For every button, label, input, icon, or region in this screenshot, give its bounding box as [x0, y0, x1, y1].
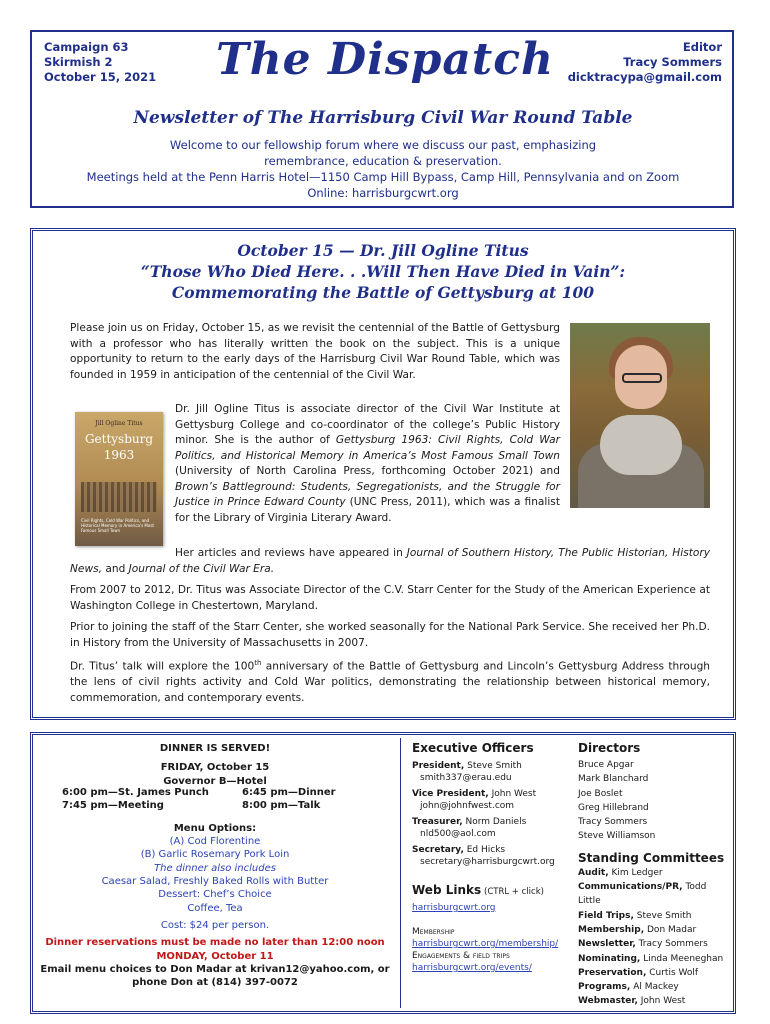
book-title: Gettysburg [84, 432, 154, 446]
reservation-day: MONDAY, October 11 [156, 950, 274, 962]
officer-role: President, [412, 761, 465, 771]
talk-paragraph [70, 656, 710, 706]
newsletter-subtitle: Newsletter of The Harrisburg Civil War Round Table [133, 108, 633, 128]
book-cover-image [81, 482, 157, 512]
officer-role: Secretary, [412, 845, 464, 855]
reservation-deadline: Dinner reservations must be made no later than 12:00 noon [45, 937, 385, 949]
committee-entry [578, 909, 728, 923]
committee-member: Curtis Wolf [646, 967, 699, 978]
committee-entry [578, 937, 728, 951]
book-year: 1963 [103, 448, 135, 462]
welcome-line: Welcome to our fellowship forum where we discuss our past, emphasizing [169, 138, 597, 152]
committee-role: Webmaster, [578, 996, 638, 1007]
ordinal-suffix: th [254, 659, 262, 667]
committee-entry [578, 923, 728, 937]
officer-entry [412, 760, 572, 784]
reservation-phone: phone Don at (814) 397-0072 [132, 977, 298, 989]
book-title-text: Brown’s Battleground: Students, Segregationists, and the Struggle for Justice in Prince Edward County [175, 480, 560, 508]
committee-role: Communications/PR, [578, 882, 683, 893]
schedule-item: 8:00 pm—Talk [242, 800, 321, 812]
dinner-cost: Cost: $24 per person. [160, 919, 270, 931]
officer-email[interactable]: secretary@harrisburgcwrt.org [420, 857, 555, 867]
committee-role: Nominating, [578, 953, 641, 964]
career-paragraph: From 2007 to 2012, Dr. Titus was Associate Director of the C.V. Starr Center for the Study of the American Experience at Washington College in Chestertown, Maryland. [70, 584, 710, 612]
campaign-number: Campaign 63 [44, 40, 129, 54]
committee-entry [578, 994, 728, 1008]
editor-info [568, 40, 722, 85]
meeting-location: Meetings held at the Penn Harris Hotel—1150 Camp Hill Bypass, Camp Hill, Pennsylvania and on Zoom [86, 170, 680, 184]
welcome-text [40, 137, 726, 201]
dinner-dessert: Dessert: Chef’s Choice [158, 889, 272, 901]
issue-date: October 15, 2021 [44, 70, 157, 84]
committee-member: Don Madar [644, 924, 697, 935]
committee-role: Programs, [578, 982, 631, 993]
committee-role: Audit, [578, 867, 609, 878]
feature-title-line: Commemorating the Battle of Gettysburg at 100 [171, 283, 595, 302]
director-name: Steve Williamson [578, 831, 656, 842]
committee-member: John West [637, 996, 686, 1007]
committee-entry [578, 980, 728, 994]
officer-email[interactable]: nld500@aol.com [420, 829, 496, 839]
director-name: Greg Hillebrand [578, 802, 649, 813]
schedule-item: 7:45 pm—Meeting [62, 800, 164, 812]
pub-text: Her articles and reviews have appeared in [175, 547, 407, 559]
book-author: Jill Ogline Titus [95, 420, 143, 427]
schedule-item: 6:00 pm—St. James Punch [62, 787, 209, 798]
speaker-photo [570, 323, 710, 508]
committee-member: Todd Little [578, 882, 707, 907]
editor-email[interactable]: dicktracypa@gmail.com [567, 70, 722, 84]
editor-name: Tracy Sommers [623, 55, 722, 69]
weblinks-heading-row [412, 882, 572, 898]
committee-member: Steve Smith [633, 910, 692, 921]
committee-member: Al Mackey [630, 982, 679, 993]
menu-option-a: (A) Cod Florentine [169, 836, 261, 848]
director-name: Joe Boslet [578, 788, 623, 799]
feature-title-line: October 15 — Dr. Jill Ogline Titus [237, 241, 529, 260]
officer-entry [412, 788, 572, 812]
officers-section [412, 740, 572, 974]
dinner-day: FRIDAY, October 15 [160, 762, 270, 774]
committee-member: Tracy Sommers [635, 939, 708, 950]
officer-entry [412, 844, 572, 868]
bio-text: (UNC Press, 2011), which was a finalist for the Library of Virginia Literary Award. [175, 496, 560, 524]
online-link[interactable]: Online: harrisburgcwrt.org [307, 186, 459, 200]
journal-names: Journal of Southern History, The Public Historian, History News, [70, 547, 710, 575]
dinner-includes: The dinner also includes [154, 862, 276, 874]
schedule-right [242, 786, 336, 813]
column-divider [400, 738, 401, 1008]
editor-label: Editor [682, 40, 722, 54]
officer-name: Ed Hicks [463, 845, 506, 855]
reservation-contact: Email menu choices to Don Madar at krivan12@yahoo.com, or [40, 963, 390, 975]
committees-heading: Standing Committees [578, 850, 725, 865]
journal-names: Journal of the Civil War Era. [128, 562, 275, 575]
weblinks-hint: (CTRL + click) [484, 887, 544, 897]
dinner-drinks: Coffee, Tea [187, 902, 243, 914]
committee-member: Linda Meeneghan [640, 953, 724, 964]
committee-entry [578, 966, 728, 980]
bio-text: (University of North Carolina Press, forthcoming October 2021) and [175, 465, 560, 477]
bio-text: Dr. Jill Ogline Titus is associate director of the Civil War Institute at Gettysburg College and co-coordinator of the college’s Public History minor. She is the author of [175, 403, 560, 446]
schedule-left [62, 786, 209, 813]
officer-name: John West [488, 789, 537, 799]
menu-option-b: (B) Garlic Rosemary Pork Loin [140, 849, 290, 861]
committee-role: Membership, [578, 924, 645, 935]
officer-entry [412, 816, 572, 840]
schedule-item: 6:45 pm—Dinner [242, 787, 336, 798]
pub-text: and [102, 562, 129, 575]
committee-entry [578, 952, 728, 966]
book-subtitle: Civil Rights, Cold War Politics, and Historical Memory in America's Most Famous Small Town [81, 518, 154, 533]
publications-paragraph [70, 546, 710, 577]
dinner-section [40, 742, 390, 989]
intro-paragraph: Please join us on Friday, October 15, as we revisit the centennial of the Battle of Gettysburg with a professor who has literally written the book on the subject. This is a unique opportunity to return to the early days of the Harrisburg Civil War Round Table, which was founded in 1959 in anticipation of the centennial of the Civil War. [70, 322, 560, 381]
directors-section [578, 740, 728, 1009]
book-cover [75, 412, 163, 546]
officer-name: Norm Daniels [462, 817, 527, 827]
welcome-line: remembrance, education & preservation. [264, 154, 502, 168]
officer-role: Treasurer, [412, 817, 463, 827]
membership-link[interactable]: harrisburgcwrt.org/membership/ [412, 939, 559, 949]
events-label: Engagements & field trips [412, 951, 510, 961]
committee-role: Newsletter, [578, 939, 636, 950]
home-link[interactable]: harrisburgcwrt.org [412, 903, 496, 913]
committee-entry [578, 866, 728, 880]
committee-entry [578, 880, 728, 909]
officer-email[interactable]: smith337@erau.edu [420, 773, 512, 783]
officer-email[interactable]: john@johnfwest.com [420, 801, 515, 811]
dinner-venue: Governor B—Hotel [163, 775, 267, 787]
talk-text: Dr. Titus’ talk will explore the 100 [70, 660, 255, 673]
bio-paragraph [175, 402, 560, 526]
director-name: Mark Blanchard [578, 774, 649, 785]
background-paragraph: Prior to joining the staff of the Starr Center, she worked seasonally for the National Park Service. She received her Ph.D. in History from the University of Massachusetts in 2007. [70, 621, 710, 649]
director-name: Tracy Sommers [578, 817, 648, 828]
director-name: Bruce Apgar [578, 760, 634, 770]
membership-label: Membership [412, 927, 455, 937]
committee-role: Preservation, [578, 967, 647, 978]
skirmish-number: Skirmish 2 [44, 55, 113, 69]
directors-heading: Directors [578, 741, 641, 755]
dinner-sides: Caesar Salad, Freshly Baked Rolls with Butter [101, 876, 329, 888]
committee-member: Kim Ledger [608, 867, 663, 878]
dinner-heading: DINNER IS SERVED! [159, 743, 271, 754]
menu-heading: Menu Options: [173, 822, 257, 834]
talk-text: anniversary of the Battle of Gettysburg and Lincoln’s Gettysburg Address through the lens of civil rights activity and Cold War politics, demonstrating the relationship between historical memory, commemoration, and contemporary events. [70, 660, 711, 704]
officer-role: Vice President, [412, 789, 489, 799]
committee-role: Field Trips, [578, 910, 634, 921]
newsletter-title: The Dispatch [215, 34, 555, 85]
photo-glasses [622, 373, 662, 383]
weblinks-heading: Web Links [412, 883, 482, 897]
issue-info [44, 40, 156, 85]
officers-heading: Executive Officers [412, 741, 534, 755]
events-link[interactable]: harrisburgcwrt.org/events/ [412, 963, 532, 973]
book-title-text: Gettysburg 1963: Civil Rights, Cold War Politics, and Historical Memory in America’s Most Famous Small Town [175, 434, 561, 462]
feature-title-line: “Those Who Died Here. . .Will Then Have Died in Vain”: [140, 262, 626, 281]
photo-scarf [600, 415, 682, 475]
feature-title [40, 240, 726, 303]
officer-name: Steve Smith [464, 761, 522, 771]
